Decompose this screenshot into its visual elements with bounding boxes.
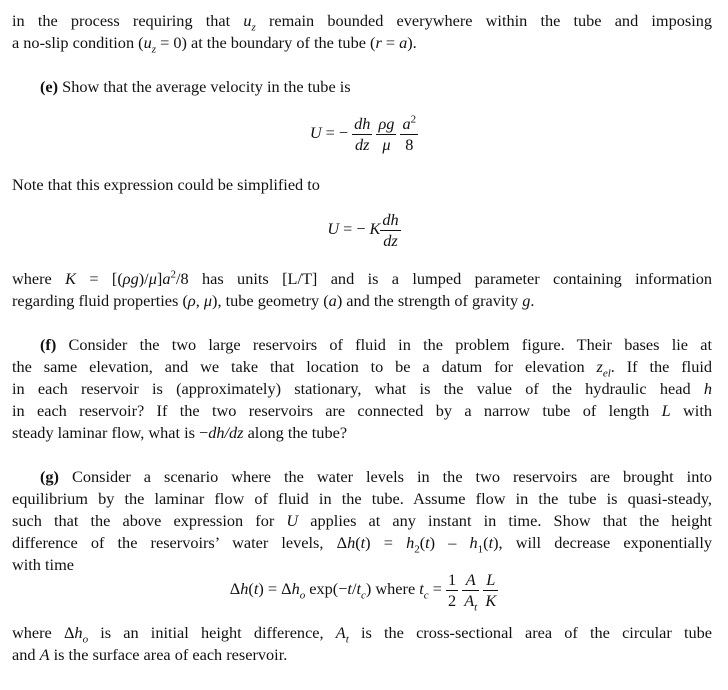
- part-f-line-1: (f) Consider the two large reservoirs of fluid in the problem figure. Their bases lie at: [40, 335, 712, 354]
- part-f-line-5: steady laminar flow, what is −dh/dz along the tube?: [12, 423, 348, 442]
- where-A-line-1: where $\Delta h_o$ is an initial height difference, $A_t$ is the cross-sectional area of the circular tube: [12, 623, 712, 646]
- part-g-line-1: (g) Consider a scenario where the water levels in the two reservoirs are brought into: [40, 467, 712, 486]
- part-g-line-3: such that the above expression for U applies at any instant in time. Show that the height: [12, 511, 712, 530]
- equation-exponential-decay: $\Delta h(t) = \Delta h_o$ $\exp(-t/t_c)$ where $t_c$ = $\frac{1}{2}$ $\frac{A}{A_t}$ $\frac{L}{K}$: [229, 570, 497, 614]
- equation-average-velocity: U = − $\frac{dh}{dz}$ $\frac{\rho g}{\mu}$ $\frac{a^2}{8}$: [309, 113, 417, 154]
- part-g-line-4: difference of the reservoirs’ water levels, $\Delta h(t) = h_2(t) - h_1(t)$, will decrease exponentially: [12, 533, 713, 556]
- part-f-line-4: in each reservoir? If the two reservoirs are connected by a narrow tube of length L with: [12, 401, 712, 420]
- part-f-line-2: the same elevation, and we take that location to be a datum for elevation $z_{el}$. If the fluid: [12, 357, 712, 380]
- part-g-line-5: with time: [12, 555, 74, 574]
- part-f-line-3: in each reservoir is (approximately) stationary, what is the value of the hydraulic head h: [12, 379, 712, 398]
- note-simplified: Note that this expression could be simplified to: [12, 175, 320, 194]
- intro-line-1: in the process requiring that $u_z$ remain bounded everywhere within the tube and imposing: [12, 11, 712, 34]
- intro-line-2: a no-slip condition $(u_z = 0)$ at the boundary of the tube (r = a).: [12, 33, 417, 56]
- where-A-line-2: and A is the surface area of each reservoir.: [12, 645, 288, 664]
- where-K-line-2: regarding fluid properties (ρ, μ), tube geometry (a) and the strength of gravity g.: [12, 291, 535, 310]
- equation-simplified: U = − K $\frac{dh}{dz}$: [327, 210, 399, 250]
- where-K-line-1: where $K = [(\rho g)/\mu]a^2/8$ has units [L/T] and is a lumped parameter containing information: [12, 268, 713, 288]
- part-e-heading: (e) Show that the average velocity in the tube is: [40, 77, 351, 96]
- part-g-line-2: equilibrium by the laminar flow of fluid in the tube. Assume flow in the tube is quasi-steady,: [12, 489, 712, 508]
